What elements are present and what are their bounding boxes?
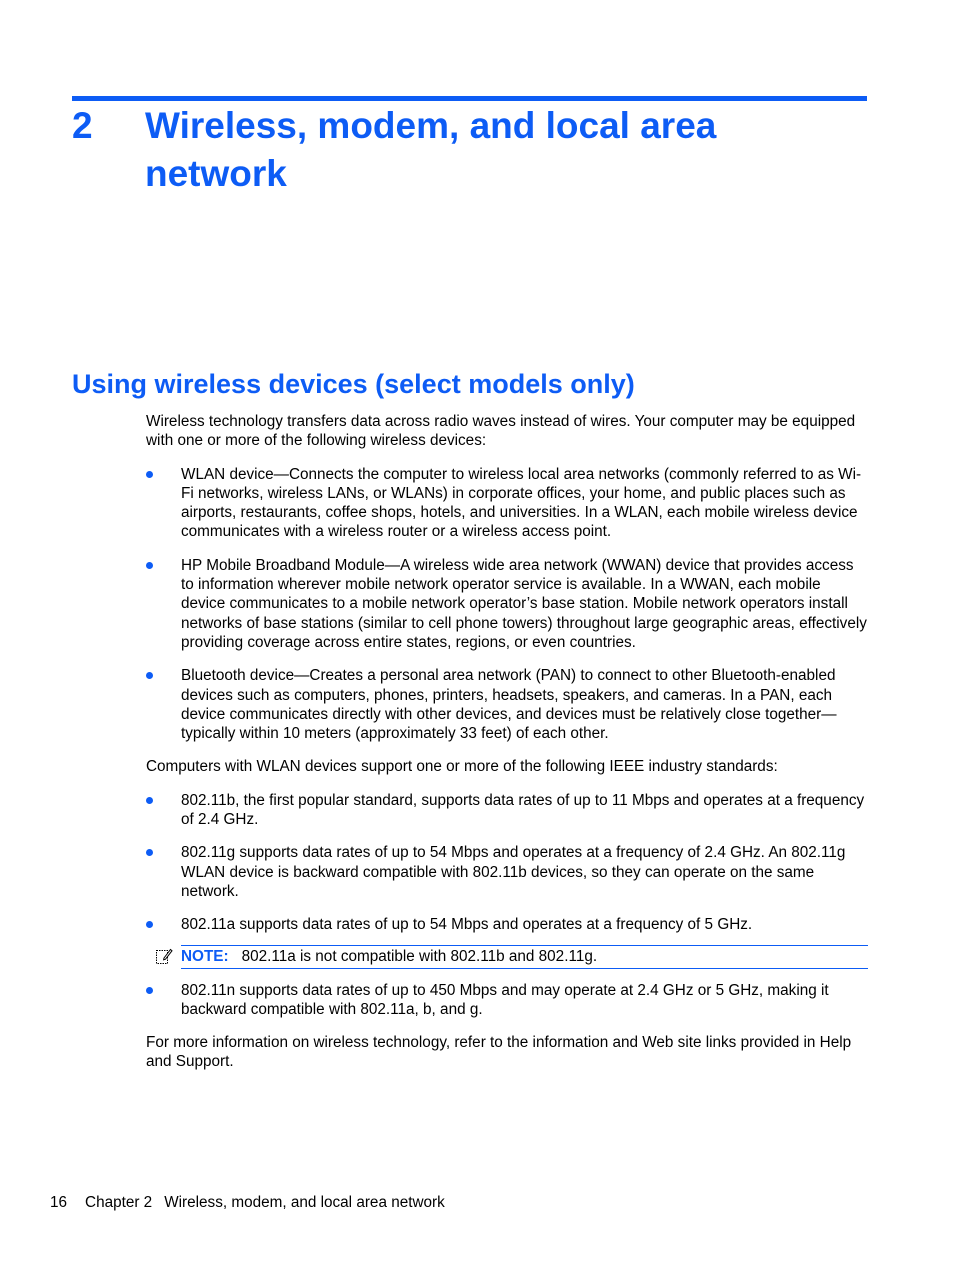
note-label: NOTE: [181,947,229,965]
list-item-text: 802.11b, the first popular standard, supports data rates of up to 11 Mbps and operates at a frequency of 2.4 GHz. [181,791,865,829]
list-item [146,981,868,1020]
note-icon [155,947,173,965]
list-item [146,791,868,830]
bullet-icon [146,471,153,478]
intro-paragraph: Wireless technology transfers data across radio waves instead of wires. Your computer may be equipped with one or more of the following wireless devices: [146,413,856,450]
section-body [146,412,868,1086]
page-footer [50,1193,445,1212]
footer-chapter-name: Wireless, modem, and local area network [164,1194,445,1211]
chapter-title: Wireless, modem, and local area network [145,105,717,194]
chapter-number: 2 [72,105,93,146]
bullet-icon [146,797,153,804]
list-item [146,843,868,901]
bullet-icon [146,921,153,928]
list-item-text: 802.11a supports data rates of up to 54 Mbps and operates at a frequency of 5 GHz. [181,916,753,934]
footer-chapter-label: Chapter 2 [85,1194,153,1211]
list-item [146,666,868,743]
device-list [146,465,868,744]
list-item [146,465,868,542]
bullet-icon [146,849,153,856]
standards-list [146,791,868,935]
list-item-text: Bluetooth device—Creates a personal area network (PAN) to connect to other Bluetooth-enabled devices such as computers, phones, printers, headsets, speakers, and cameras. In a PAN, each device communicates directly with other devices, and devices must be relatively close together—typically within 10 meters (approximately 33 feet) of each other. [181,667,837,743]
list-item-text: WLAN device—Connects the computer to wireless local area networks (commonly referred to as Wi-Fi networks, wireless LANs, or WLANs) in corporate offices, your home, and public places such as airports, restaurants, coffee shops, hotels, and universities. In a WLAN, each mobile wireless device communicates with a wireless router or a wireless access point. [181,465,862,541]
note-box [181,945,868,969]
list-item-text: 802.11n supports data rates of up to 450 Mbps and may operate at 2.4 GHz or 5 GHz, making it backward compatible with 802.11a, b, and g. [181,981,829,1018]
note-text: 802.11a is not compatible with 802.11b and 802.11g. [241,947,598,965]
section-heading: Using wireless devices (select models only) [72,369,635,399]
bullet-icon [146,987,153,994]
list-item [146,556,868,652]
bullet-icon [146,562,153,569]
list-item-text: 802.11g supports data rates of up to 54 Mbps and operates at a frequency of 2.4 GHz. An 802.11g WLAN device is backward compatible with 802.11b devices, so they can operate on the same network. [181,844,846,900]
bullet-icon [146,672,153,679]
list-item-text: HP Mobile Broadband Module—A wireless wide area network (WWAN) device that provides access to information wherever mobile network operator service is available. In a WWAN, each mobile device communicates to a mobile network operator’s base station. Mobile network operators install networks of base stations (similar to cell phone towers) throughout large geographic areas, effectively providing coverage across entire states, regions, or even countries. [181,556,867,651]
standards-list-continued [146,981,868,1020]
closing-paragraph: For more information on wireless technology, refer to the information and Web site links provided in Help and Support. [146,1034,852,1071]
chapter-top-rule [72,96,867,101]
standards-intro-paragraph: Computers with WLAN devices support one or more of the following IEEE industry standards: [146,758,778,776]
page-number: 16 [50,1194,68,1211]
list-item [146,915,868,934]
